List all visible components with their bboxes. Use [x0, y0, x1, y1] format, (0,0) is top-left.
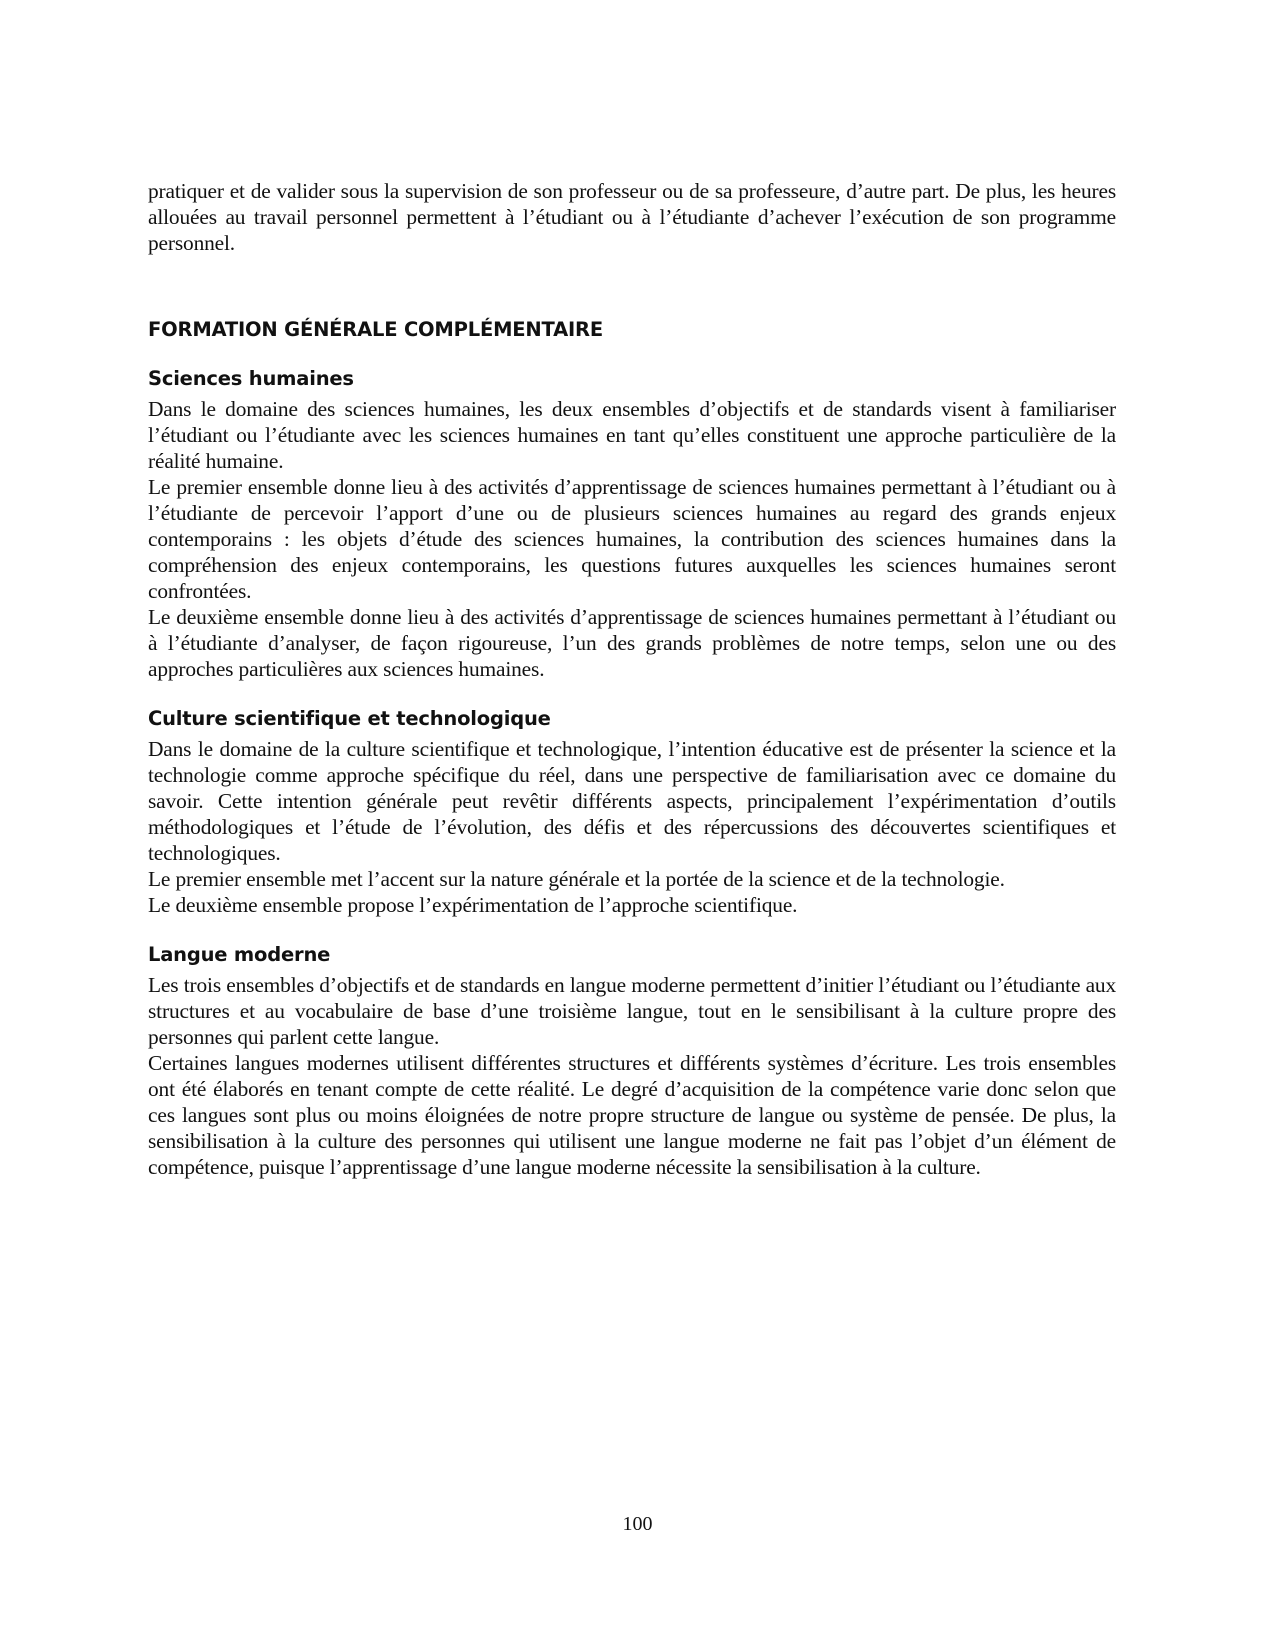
paragraph: Le premier ensemble donne lieu à des activités d’apprentissage de sciences humaines permettant à l’étudiant ou à l’étudiante de percevoir l’apport d’une ou de plusieurs sciences humaines au regard des grands enjeux contemporains : les objets d’étude des sciences humaines, la contribution des sciences humaines dans la compréhension des enjeux contemporains, les questions futures auxquelles les sciences humaines seront confrontées.	[148, 475, 1116, 603]
subsection-title-langue-moderne: Langue moderne	[148, 943, 331, 966]
subsection-title-sciences-humaines: Sciences humaines	[148, 367, 354, 390]
paragraph: Certaines langues modernes utilisent différentes structures et différents systèmes d’écriture. Les trois ensembles ont été élaborés en tenant compte de cette réalité. Le degré d’acquisition de la compétence varie donc selon que ces langues sont plus ou moins éloignées de notre propre structure de langue ou système de pensée. De plus, la sensibilisation à la culture des personnes qui utilisent une langue moderne ne fait pas l’objet d’un élément de compétence, puisque l’apprentissage d’une langue moderne nécessite la sensibilisation à la culture.	[148, 1051, 1116, 1179]
page-number: 100	[622, 1513, 653, 1535]
paragraph: Les trois ensembles d’objectifs et de standards en langue moderne permettent d’initier l’étudiant ou l’étudiante aux structures et au vocabulaire de base d’une troisième langue, tout en le sensibilisant à la culture propre des personnes qui parlent cette langue.	[148, 973, 1116, 1049]
page-body	[148, 178, 1116, 1180]
intro-paragraph: pratiquer et de valider sous la supervision de son professeur ou de sa professeure, d’autre part. De plus, les heures allouées au travail personnel permettent à l’étudiant ou à l’étudiante d’achever l’exécution de son programme personnel.	[148, 179, 1116, 255]
paragraph: Le deuxième ensemble donne lieu à des activités d’apprentissage de sciences humaines permettant à l’étudiant ou à l’étudiante d’analyser, de façon rigoureuse, l’un des grands problèmes de notre temps, selon une ou des approches particulières aux sciences humaines.	[148, 605, 1116, 681]
subsection-title-culture-scientifique: Culture scientifique et technologique	[148, 707, 551, 730]
paragraph: Le deuxième ensemble propose l’expérimentation de l’approche scientifique.	[148, 893, 798, 917]
paragraph: Dans le domaine des sciences humaines, les deux ensembles d’objectifs et de standards visent à familiariser l’étudiant ou l’étudiante avec les sciences humaines en tant qu’elles constituent une approche particulière de la réalité humaine.	[148, 397, 1116, 473]
section-heading: FORMATION GÉNÉRALE COMPLÉMENTAIRE	[148, 318, 603, 341]
paragraph: Dans le domaine de la culture scientifique et technologique, l’intention éducative est de présenter la science et la technologie comme approche spécifique du réel, dans une perspective de familiarisation avec ce domaine du savoir. Cette intention générale peut revêtir différents aspects, principalement l’expérimentation d’outils méthodologiques et l’étude de l’évolution, des défis et des répercussions des découvertes scientifiques et technologiques.	[148, 737, 1116, 865]
paragraph: Le premier ensemble met l’accent sur la nature générale et la portée de la science et de la technologie.	[148, 867, 1005, 891]
